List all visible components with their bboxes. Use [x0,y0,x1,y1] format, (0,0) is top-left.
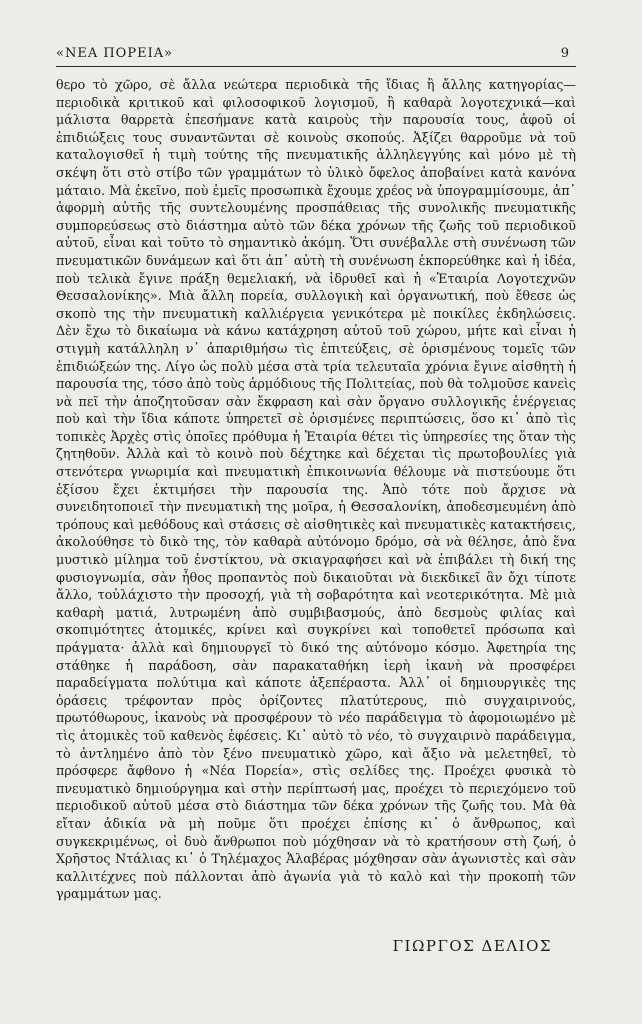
author-signature: ΓΙΩΡΓΟΣ ΔΕΛΙΟΣ [392,937,552,955]
running-header [56,46,570,66]
journal-title: «ΝΕΑ ΠΟΡΕΙΑ» [56,46,174,61]
article-body [56,76,576,936]
page-number: 9 [560,46,570,61]
article-paragraph: θερο τὸ χῶρο, σὲ ἄλλα νεώτερα περιοδικὰ τῆς ἴδιας ἢ ἄλλης κατηγορίας— περιοδικὰ κριτικοῦ καὶ φιλοσοφικοῦ λογισμοῦ, ἢ καθαρὰ λογοτεχνικά—καὶ μάλιστα θαρρετὰ ἐπεσήμανε κατὰ καιροὺς τὴν παρουσία τους, ἀφοῦ οἱ ἐπιδιώξεις τους συναντῶνται σὲ κοινοὺς σκοπούς. Ἀξίζει θαρροῦμε νὰ τοῦ καταλογισθεῖ ἡ τιμὴ τούτης τῆς πνευματικῆς ἀλληλεγγύης καὶ μόνο μὲ τὴ σκέψη ὅτι στὸ στίβο τῶν γραμμάτων τὸ ὑλικὸ ὄφελος ἀποβαίνει κατὰ κανόνα μάταιο. Μὰ ἐκεῖνο, ποὺ ἐμεῖς προσωπικὰ ἔχουμε χρέος νὰ ὑπογραμμίσουμε, ἀπ᾿ ἀφορμὴ αὐτῆς τῆς συντελουμένης προσπάθειας τῆς συνολικῆς πνευματικῆς συμπορεύσεως στὸ διάστημα αὐτὸ τῶν δέκα χρόνων τῆς ζωῆς τοῦ περιοδικοῦ αὐτοῦ, εἶναι καὶ τοῦτο τὸ σημαντικὸ ἀκόμη. Ὅτι συνέβαλλε στὴ συνένωση τῶν πνευματικῶν δυνάμεων καὶ ὅτι ἀπ᾿ αὐτὴ τὴ συνένωση ἐκπορεύθηκε καὶ ἡ ἰδέα, ποὺ τελικὰ ἔγινε πράξη θεμελιακή, νὰ ἱδρυθεῖ καὶ ἡ «Ἑταιρία Λογοτεχνῶν Θεσσαλονίκης». Μιὰ ἄλλη πορεία, συλλογικὴ καὶ ὀργανωτική, ποὺ ἔθεσε ὡς σκοπὸ της τὴν πνευματικὴ καλλιέργεια γενικότερα μὲ ποικίλες ἐκδηλώσεις. Δὲν ἔχω τὸ δικαίωμα νὰ κάνω κατάχρηση αὐτοῦ τοῦ χώρου, μήτε καὶ εἶναι ἡ στιγμὴ κατάλληλη ν᾿ ἀπαριθμήσω τὶς ἐπιτεύξεις, σὲ ὁρισμένους τομεῖς τῶν ἐπιδιώξεών της. Λίγο ὡς πολὺ μέσα στὰ τρία τελευταῖα χρόνια ἔγινε αἰσθητὴ ἡ παρουσία της, τόσο ἀπὸ τοὺς ἁρμόδιους τῆς Πολιτείας, ποὺ θὰ τολμοῦσε κανεὶς νὰ πεῖ τὴν ἀποζητοῦσαν σὰν ἔκφραση καὶ σὰν ὄργανο συλλογικῆς ἐνέργειας ποὺ καὶ τὴν ἴδια κάποτε ὑπηρετεῖ σὲ ὁρισμένες περιπτώσεις, ὅσο κι᾿ ἀπὸ τὶς τοπικὲς Ἀρχὲς στὶς ὁποῖες πρόθυμα ἡ Ἑταιρία θέτει τὶς ὑπηρεσίες της ὅταν τὴς ζητηθοῦν. Ἀλλὰ καὶ τὸ κοινὸ ποὺ δέχτηκε καὶ δέχεται τὶς πρωτοβουλίες γιὰ στενότερα γνωριμία καὶ πνευματικὴ ἐπικοινωνία θέλουμε νὰ πιστεύουμε ὅτι ἐξίσου ἔχει ἐκτιμήσει τὴν παρουσία της. Ἀπὸ τότε ποὺ ἄρχισε νὰ συνειδητοποιεῖ τὴν πνευματικὴ της μοῖρα, ἡ Θεσσαλονίκη, ἀποδεσμευμένη ἀπὸ τρόπους καὶ μεθόδους καὶ στάσεις σὲ αἰσθητικὲς καὶ πνευματικὲς κατακτήσεις, ἀκολούθησε τὸ δικὸ της, τὸν καθαρὰ αὐτόνομο δρόμο, σὰ νὰ θέλησε, ἀπὸ ἕνα μυστικὸ μίλημα τοῦ ἐνστίκτου, νὰ σκιαγραφήσει καὶ νὰ ἐπιβάλει τὴ δική της φυσιογνωμία, σὰν ἦθος προπαντὸς ποὺ δικαιοῦται νὰ διεκδικεῖ ἂν ὄχι τίποτε ἄλλο, τοὐλάχιστο τὴν προσοχή, γιὰ τὴ σοβαρότητα καὶ νεοτερικότητα. Μὲ μιὰ καθαρὴ ματιά, λυτρωμένη ἀπὸ συμβιβασμούς, ἀπὸ δεσμοὺς φιλίας καὶ σκοπιμότητες ἀτομικές, κρίνει καὶ συγκρίνει καὶ τοποθετεῖ πρόσωπα καὶ πράγματα· ἀλλὰ καὶ δημιουργεῖ τὸ δικό της αὐτόνομο κόσμο. Ἀφετηρία της στάθηκε ἡ παράδοση, σὰν παρακαταθήκη ἱερὴ ἱκανὴ νὰ προσφέρει παραδείγματα πολύτιμα καὶ κάποτε ἀξεπέραστα. Ἀλλ᾿ οἱ δημιουργικὲς της ὁράσεις τρέφονταν πρὸς ὁρίζοντες πλατύτερους, πιὸ συγχαιρινούς, πρωτόθωρους, ἱκανοὺς νὰ προσφέρουν τὸ νέο παράδειγμα τὸ ἀφομοιωμένο μὲ τὶς ἀτομικὲς τοῦ καθενὸς ἐφέσεις. Κι᾿ αὐτὸ τὸ νέο, τὸ συγχαιρινὸ παράδειγμα, τὸ ἀντλημένο ἀπὸ τὸν ξένο πνευματικὸ χῶρο, καὶ ἄξιο νὰ μελετηθεῖ, τὸ πρόσφερε ἄφθονο ἡ «Νέα Πορεία», στὶς σελίδες της. Προέχει φυσικὰ τὸ πνευματικὸ δημιούργημα καὶ στὴν περίπτωσή μας, προέχει τὸ περιεχόμενο τοῦ περιοδικοῦ αὐτοῦ μέσα στὸ διάστημα τῶν δέκα χρόνων τῆς ζωῆς του. Μὰ θὰ εἴταν ἀδικία νὰ μὴ ποῦμε ὅτι προέχει ἐπίσης κι᾿ ὁ ἄνθρωπος, καὶ συγκεκριμένως, οἱ δυὸ ἄνθρωποι ποὺ μόχθησαν νὰ τὸ κρατήσουν στὴ ζωή, ὁ Χρῆστος Ντάλιας κι᾿ ὁ Τηλέμαχος Ἀλαβέρας μόχθησαν σὰν ἀγωνιστὲς καὶ σὰν καλλιτέχνες ποὺ πάλλονται ἀπὸ ἀγωνία γιὰ τὸ καλὸ καὶ τὴν προκοπὴ τῶν γραμμάτων μας. [56,77,576,902]
header-rule [56,66,576,67]
